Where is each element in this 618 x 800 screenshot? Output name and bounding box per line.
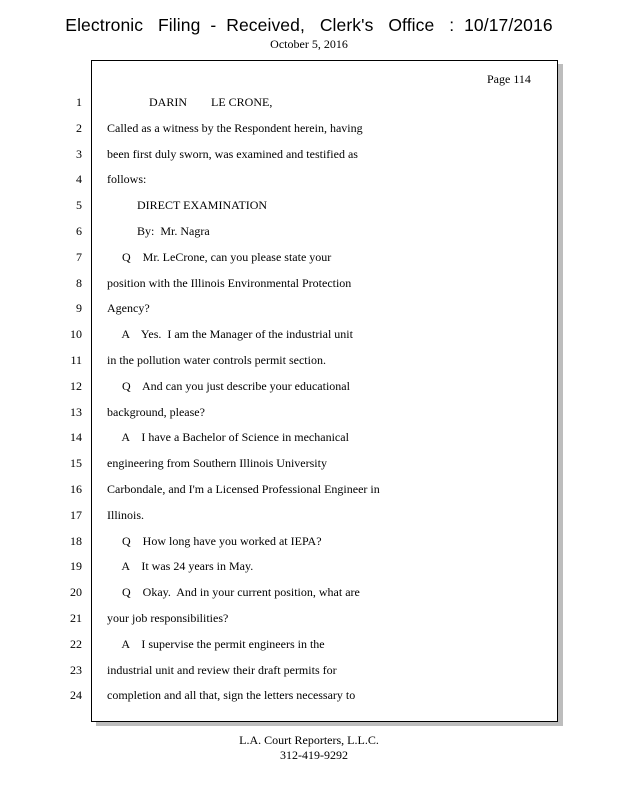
line-number: 16	[70, 482, 82, 496]
line-text: in the pollution water controls permit section.	[107, 353, 326, 367]
transcript-date: October 5, 2016	[270, 37, 348, 51]
line-text: Illinois.	[107, 508, 145, 522]
line-number: 24	[70, 688, 82, 702]
line-text: DIRECT EXAMINATION	[107, 198, 268, 212]
line-number: 5	[76, 198, 82, 212]
line-number: 17	[70, 508, 82, 522]
line-text: Agency?	[107, 301, 150, 315]
line-text: follows:	[107, 172, 147, 186]
line-number: 22	[70, 637, 82, 651]
line-number: 6	[76, 224, 82, 238]
line-text: background, please?	[107, 405, 205, 419]
line-text: Q Okay. And in your current position, what are	[107, 585, 360, 599]
line-text: completion and all that, sign the letters necessary to	[107, 688, 356, 702]
line-text: DARIN LE CRONE,	[107, 95, 273, 109]
page-number: Page 114	[487, 72, 531, 86]
line-number: 7	[76, 250, 82, 264]
line-number: 23	[70, 663, 82, 677]
line-text: Q Mr. LeCrone, can you please state your	[107, 250, 332, 264]
reporter-phone: 312-419-9292	[280, 748, 348, 762]
line-number: 13	[70, 405, 82, 419]
line-number: 9	[76, 301, 82, 315]
line-text: engineering from Southern Illinois University	[107, 456, 327, 470]
line-number: 15	[70, 456, 82, 470]
reporter-company: L.A. Court Reporters, L.L.C.	[239, 733, 379, 747]
line-text: A I have a Bachelor of Science in mechanical	[107, 430, 349, 444]
line-number: 3	[76, 147, 82, 161]
line-number: 18	[70, 534, 82, 548]
line-number: 14	[70, 430, 82, 444]
line-text: position with the Illinois Environmental Protection	[107, 276, 352, 290]
line-number: 4	[76, 172, 82, 186]
line-text: Called as a witness by the Respondent herein, having	[107, 121, 363, 135]
line-text: A I supervise the permit engineers in the	[107, 637, 325, 651]
line-number: 19	[70, 559, 82, 573]
line-text: Carbondale, and I'm a Licensed Professional Engineer in	[107, 482, 380, 496]
line-number: 11	[70, 353, 82, 367]
line-number: 21	[70, 611, 82, 625]
line-text: A Yes. I am the Manager of the industrial unit	[107, 327, 353, 341]
line-number: 1	[76, 95, 82, 109]
line-text: your job responsibilities?	[107, 611, 229, 625]
line-text: A It was 24 years in May.	[107, 559, 254, 573]
filing-stamp: Electronic Filing - Received, Clerk's Office : 10/17/2016	[65, 15, 553, 35]
line-number: 20	[70, 585, 82, 599]
line-text: By: Mr. Nagra	[107, 224, 210, 238]
line-number: 12	[70, 379, 82, 393]
line-number: 8	[76, 276, 82, 290]
line-text: industrial unit and review their draft permits for	[107, 663, 337, 677]
line-number: 10	[70, 327, 82, 341]
line-text: been first duly sworn, was examined and testified as	[107, 147, 358, 161]
line-number: 2	[76, 121, 82, 135]
line-text: Q How long have you worked at IEPA?	[107, 534, 322, 548]
line-text: Q And can you just describe your educational	[107, 379, 350, 393]
